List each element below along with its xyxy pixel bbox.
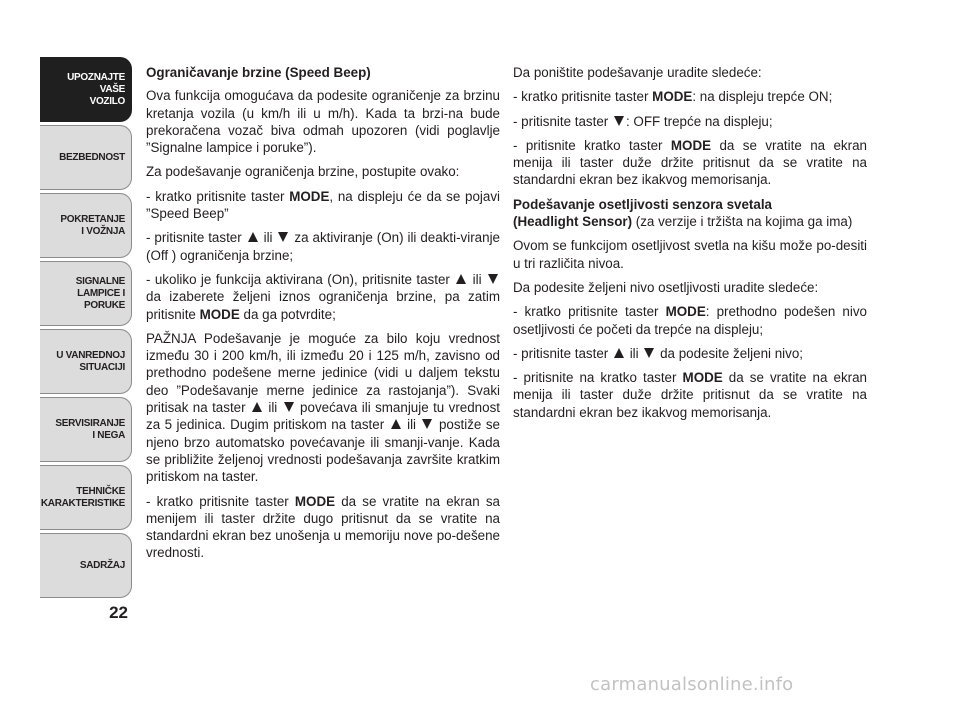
section-heading-speed-beep: Ograničavanje brzine (Speed Beep) — [146, 65, 371, 80]
paragraph: - pritisnite na kratko taster MODE da se vratite na ekran menija ili taster duže držite pritisnut da se vratite na standardni ekran bez ikakvog memorisanja. — [513, 370, 867, 420]
tab-u-vanrednoj-situaciji[interactable]: U VANREDNOJ SITUACIJI — [40, 329, 132, 394]
triangle-down-icon — [278, 232, 288, 242]
paragraph: Ovom se funkcijom osetljivost svetla na kišu može po-desiti u tri različita nivoa. — [513, 238, 867, 271]
paragraph: Da podesite željeni nivo osetljivosti uradite sledeće: — [513, 279, 819, 295]
mode-key: MODE — [294, 493, 336, 509]
paragraph: - kratko pritisnite taster MODE, na displeju će da se pojavi ”Speed Beep” — [146, 188, 500, 222]
left-text-column — [146, 64, 500, 569]
triangle-down-icon — [488, 274, 498, 284]
triangle-up-icon — [391, 419, 401, 429]
mode-key: MODE — [682, 370, 723, 386]
paragraph: - pritisnite taster ili za aktiviranje (On) ili deakti-viranje (Off ) ograničenja brzine; — [146, 230, 500, 263]
triangle-up-icon — [456, 274, 466, 284]
page-number: 22 — [109, 603, 128, 622]
triangle-down-icon — [614, 116, 624, 126]
paragraph: Da poništite podešavanje uradite sledeće: — [513, 65, 762, 80]
paragraph: Ova funkcija omogućava da podesite ograničenje za brzinu kretanja vozila (u km/h ili u m/h). Kada ta brzi-na bude prekoračena vozač biva odmah upozoren (vidi poglavlje ”Signalne lampice i poruke”). — [146, 88, 500, 156]
triangle-down-icon — [422, 419, 432, 429]
section-heading-headlight-sensor: Podešavanje osetljivosti senzora svetala (Headlight Sensor) (za verzije i tržišta na kojima ga ima) — [513, 196, 853, 230]
tab-tehnicke-karakteristike[interactable]: TEHNIČKE KARAKTERISTIKE — [40, 465, 132, 530]
mode-key: MODE — [670, 137, 712, 153]
mode-key: MODE — [652, 89, 693, 105]
mode-key: MODE — [289, 188, 330, 204]
tab-servisiranje-i-nega[interactable]: SERVISIRANJE I NEGA — [40, 397, 132, 462]
tab-pokretanje-i-voznja[interactable]: POKRETANJE I VOŽNJA — [40, 193, 132, 258]
triangle-up-icon — [614, 348, 624, 358]
tab-upoznajte-vase-vozilo[interactable]: UPOZNAJTE VAŠE VOZILO — [40, 57, 132, 122]
tab-bezbednost[interactable]: BEZBEDNOST — [40, 125, 132, 190]
paragraph: - kratko pritisnite taster MODE: prethodno podešen nivo osetljivosti će početi da trepće na displeju; — [513, 304, 867, 337]
triangle-up-icon — [252, 402, 262, 412]
tab-signalne-lampice[interactable]: SIGNALNE LAMPICE I PORUKE — [40, 261, 132, 326]
paragraph: - pritisnite kratko taster MODE da se vratite na ekran menija ili taster duže držite pritisnut da se vratite na standardni ekran bez ikakvog memorisanja. — [513, 137, 867, 188]
mode-key: MODE — [199, 306, 240, 322]
paragraph: - kratko pritisnite taster MODE da se vratite na ekran sa menijem ili taster držite dugo pritisnut da se vratite na standardni ekran bez unošenja u memoriju nove po-dešene vrednosti. — [146, 493, 500, 561]
triangle-up-icon — [248, 232, 258, 242]
paragraph: - pritisnite taster : OFF trepće na displeju; — [513, 113, 773, 129]
tab-sadrzaj[interactable]: SADRŽAJ — [40, 533, 132, 598]
paragraph-warning: PAŽNJA Podešavanje je moguće za bilo koju vrednost između 30 i 200 km/h, ili između 20 i 125 m/h, zavisno od prethodno podešene merne jedinice (vidi u daljem tekstu deo ”Podešavanje merne jedinice za rastojanja”). Svaki pritisak na taster ili povećava ili smanjuje tu vrednost za 5 jedinica. Dugim pritiskom na taster ili postiže se njeno brzo automatsko povećavanje ili smanji-vanje. Kada se približite željenoj vrednosti podešavanja završite kratkim pritiskom na taster. — [146, 330, 500, 485]
right-text-column — [513, 64, 867, 428]
paragraph: Za podešavanje ograničenja brzine, postupite ovako: — [146, 164, 460, 180]
triangle-down-icon — [644, 348, 654, 358]
mode-key: MODE — [665, 304, 706, 320]
paragraph: - kratko pritisnite taster MODE: na displeju trepće ON; — [513, 89, 833, 105]
paragraph: - ukoliko je funkcija aktivirana (On), pritisnite taster ili da izaberete željeni iznos ograničenja brzine, pa zatim pritisnite MODE da ga potvrdite; — [146, 271, 500, 322]
triangle-down-icon — [284, 402, 294, 412]
watermark: carmanualsonline.info — [590, 674, 794, 695]
paragraph: - pritisnite taster ili da podesite željeni nivo; — [513, 345, 804, 361]
